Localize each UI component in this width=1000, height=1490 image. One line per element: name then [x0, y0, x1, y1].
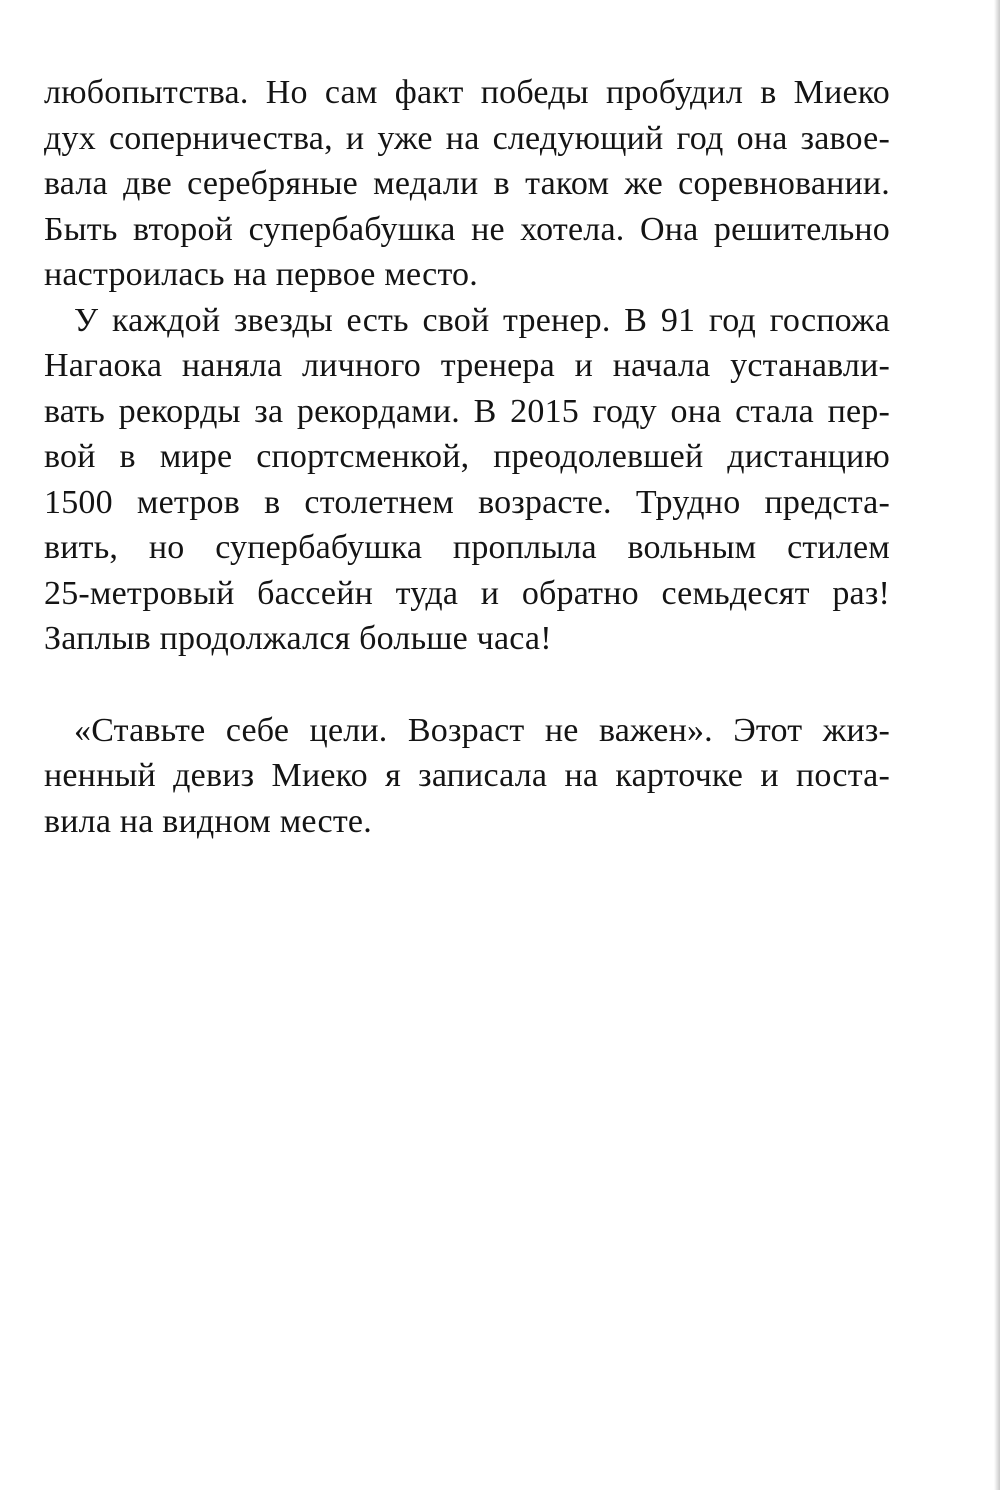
- text-line: У каждой звезды есть свой тренер. В 91 год госпожа: [74, 301, 890, 339]
- text-line: Заплыв продолжался больше часа!: [44, 620, 552, 657]
- paragraph-2: [44, 298, 890, 662]
- text-line: Нагаока наняла личного тренера и начала устанавли-: [44, 347, 890, 384]
- paragraph-3: [44, 708, 890, 845]
- text-line: вала две серебряные медали в таком же соревновании.: [44, 165, 890, 202]
- text-line: дух соперничества, и уже на следующий год она завое-: [44, 119, 890, 157]
- text-line: Быть второй супербабушка не хотела. Она решительно: [44, 210, 890, 248]
- text-line: вила на видном месте.: [44, 802, 372, 840]
- page-edge-shadow: [994, 0, 1000, 1490]
- paragraph-gap: [44, 662, 890, 708]
- body-text: [44, 70, 890, 844]
- text-line: вать рекорды за рекордами. В 2015 году она стала пер-: [44, 392, 890, 430]
- paragraph-1: [44, 70, 890, 298]
- text-line: 1500 метров в столетнем возрасте. Трудно предста-: [44, 483, 890, 521]
- text-line: вить, но супербабушка проплыла вольным стилем: [44, 529, 890, 566]
- text-line: любопытства. Но сам факт победы пробудил в Миеко: [44, 74, 890, 111]
- text-line: 25-метровый бассейн туда и обратно семьдесят раз!: [44, 574, 890, 612]
- text-line: настроилась на первое место.: [44, 256, 478, 293]
- text-line: вой в мире спортсменкой, преодолевшей дистанцию: [44, 438, 890, 475]
- text-line: «Ставьте себе цели. Возраст не важен». Этот жиз-: [74, 711, 890, 749]
- text-line: ненный девиз Миеко я записала на карточке и поста-: [44, 757, 890, 794]
